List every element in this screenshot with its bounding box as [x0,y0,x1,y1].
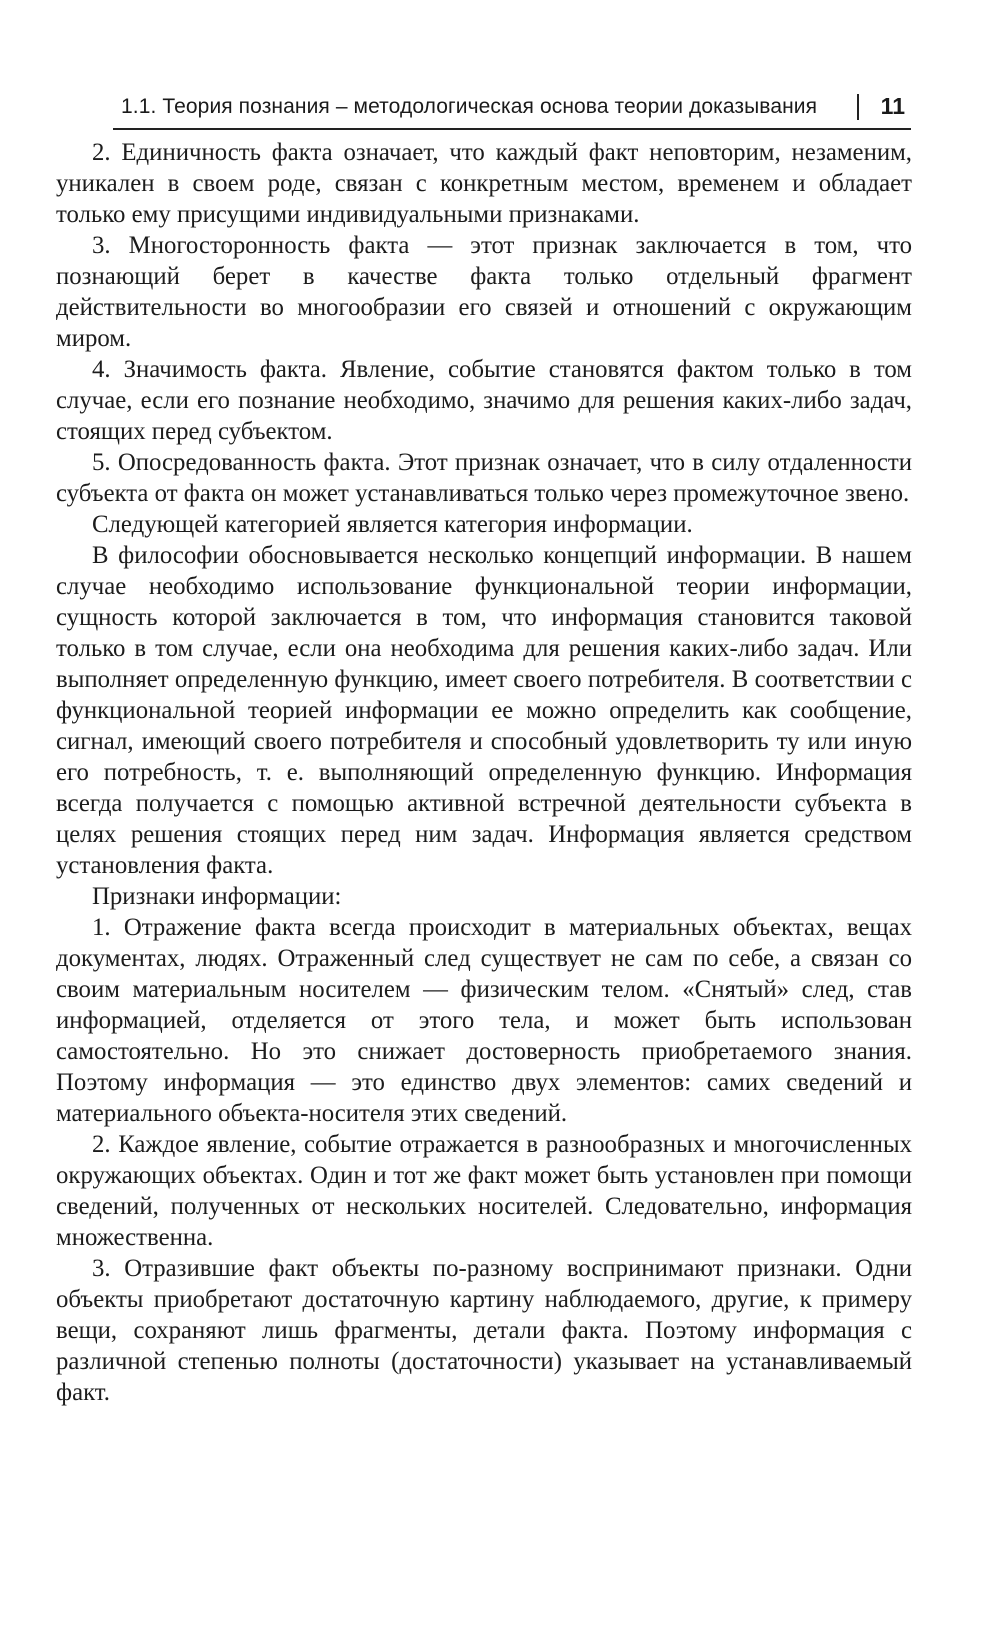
running-header [113,88,911,130]
paragraph-feature-reflection: 1. Отражение факта всегда происходит в материальных объектах, вещах документах, людях. Отраженный след существует не сам по себе, а связан со своим материальным носителем — физическим телом. «Снятый» след, став информацией, отделяется от этого тела, и может быть использован самостоятельно. Но это снижает достоверность приобретаемого знания. Поэтому информация — это единство двух элементов: самих сведений и материального объекта-носителя этих сведений. [56,914,912,1127]
paragraph-feature-multiplicity: 2. Каждое явление, событие отражается в разнообразных и многочисленных окружающих объектах. Один и тот же факт может быть установлен при помощи сведений, полученных от нескольких носителей. Следовательно, информация множественна. [56,1131,912,1251]
header-divider [857,94,859,120]
paragraph-feature-completeness: 3. Отразившие факт объекты по-разному воспринимают признаки. Одни объекты приобретают достаточную картину наблюдаемого, другие, к примеру вещи, сохраняют лишь фрагменты, детали факта. Поэтому информация с различной степенью полноты (достаточности) указывает на устанавливаемый факт. [56,1255,912,1406]
paragraph-information-features-heading: Признаки информации: [92,883,342,910]
paragraph-information-concepts: В философии обосновывается несколько концепций информации. В нашем случае необходимо использование функциональной теории информации, сущность которой заключается в том, что информация становится таковой только в том случае, если она необходима для решения каких-либо задач. Или выполняет определенную функцию, имеет своего потребителя. В соответствии с функциональной теорией информации ее можно определить как сообщение, сигнал, имеющий своего потребителя и способный удовлетворить ту или иную его потребность, т. е. выполняющий определенную функцию. Информация всегда получается с помощью активной встречной деятельности субъекта в целях решения стоящих перед ним задач. Информация является средством установления факта. [56,542,912,879]
paragraph-mediation: 5. Опосредованность факта. Этот признак означает, что в силу отдаленности субъекта от факта он может устанавливаться только через промежуточное звено. [56,449,912,507]
paragraph-multifacetedness: 3. Многосторонность факта — этот признак заключается в том, что познающий берет в качестве факта только отдельный фрагмент действительности во многообразии его связей и отношений с окружающим миром. [56,232,912,352]
paragraph-significance: 4. Значимость факта. Явление, событие становятся фактом только в том случае, если его познание необходимо, значимо для решения каких-либо задач, стоящих перед субъектом. [56,356,912,445]
page-number: 11 [880,93,905,119]
running-title: 1.1. Теория познания – методологическая основа теории доказывания [121,95,818,118]
paragraph-information-category: Следующей категорией является категория информации. [92,511,693,538]
page-body [56,137,912,1408]
paragraph-uniqueness: 2. Единичность факта означает, что каждый факт неповторим, незаменим, уникален в своем роде, связан с конкретным местом, временем и обладает только ему присущими индивидуальными признаками. [56,139,912,228]
